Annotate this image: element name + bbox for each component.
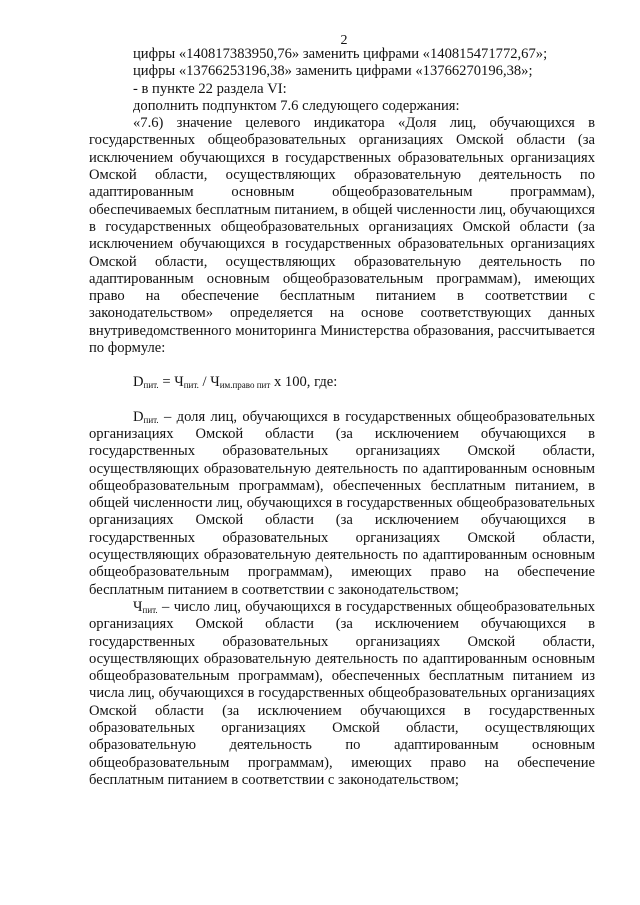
spacer xyxy=(89,357,595,374)
page-number: 2 xyxy=(340,33,348,48)
formula-ch2-subscript: им.право пит xyxy=(219,380,271,391)
add-subclause-line: дополнить подпунктом 7.6 следующего содержания: xyxy=(133,97,460,114)
formula-ch1-symbol: Ч xyxy=(174,374,184,391)
definition-d-symbol: D xyxy=(133,408,144,425)
formula-tail: х 100, где: xyxy=(270,374,338,391)
spacer xyxy=(89,392,595,409)
formula-ch2-symbol: Ч xyxy=(210,374,220,391)
paragraph-7-6: «7.6) значение целевого индикатора «Доля лиц, обучающихся в государственных общеобразовательных организациях Омской области (за исключением обучающихся в государственных образовательных организациях Омской области, осуществляющих образовательную деятельность по адаптированным основным общеобразовательным программам), обеспечиваемых бесплатным питанием, в общей численности лиц, обучающихся в государственных общеобразовательных организациях Омской области (за исключением обучающихся в государственных образовательных организациях Омской области, осуществляющих образовательную деятельность по адаптированным основным общеобразовательным программам), имеющих право на обеспечение бесплатным питанием в соответствии с законодательством» определяется на основе соответствующих данных внутриведомственного мониторинга Министерства образования, рассчитывается по формуле: xyxy=(89,115,595,357)
definition-d-subscript: пит. xyxy=(143,414,159,425)
formula-d-symbol: D xyxy=(133,374,144,391)
definition-ch-text: – число лиц, обучающихся в государственных общеобразовательных организациях Омской области (за исключением обучающихся в государственных образовательных организациях Омской области, осуществляющих образовательную деятельность по адаптированным основным общеобразовательным программам), обеспеченных бесплатным питанием из числа лиц, обучающихся в государственных общеобразовательных организациях Омской области (за исключением обучающихся в государственных образовательных организациях Омской области, осуществляющих образовательную деятельность по адаптированным основным общеобразовательным программам), имеющих право на обеспечение бесплатным питанием в соответствии с законодательством; xyxy=(89,598,595,788)
formula-ch1-subscript: пит. xyxy=(183,380,199,391)
definition-d xyxy=(89,409,595,599)
definition-ch-subscript: пит. xyxy=(142,604,158,615)
formula-slash: / xyxy=(198,374,211,391)
replace-line-1: цифры «140817383950,76» заменить цифрами «140815471772,67»; xyxy=(133,46,548,62)
definition-ch-symbol: Ч xyxy=(133,598,143,615)
formula-d-subscript: пит. xyxy=(143,380,159,391)
definition-d-text: – доля лиц, обучающихся в государственных общеобразовательных организациях Омской области (за исключением обучающихся в государственных образовательных организациях Омской области, осуществляющих образовательную деятельность по адаптированным основным общеобразовательным программам), обеспеченных бесплатным питанием, в общей численности лиц, обучающихся в государственных общеобразовательных организациях Омской области (за исключением обучающихся в государственных образовательных организациях Омской области, осуществляющих образовательную деятельность по адаптированным основным общеобразовательным программам), имеющих право на обеспечение бесплатным питанием в соответствии с законодательством; xyxy=(89,408,595,598)
formula xyxy=(89,374,595,391)
document-body xyxy=(89,46,595,789)
definition-ch xyxy=(89,599,595,789)
replace-line-2: цифры «13766253196,38» заменить цифрами «13766270196,38»; xyxy=(133,63,533,80)
section-ref-line: - в пункте 22 раздела VI: xyxy=(133,80,287,97)
formula-equals: = xyxy=(158,374,175,391)
